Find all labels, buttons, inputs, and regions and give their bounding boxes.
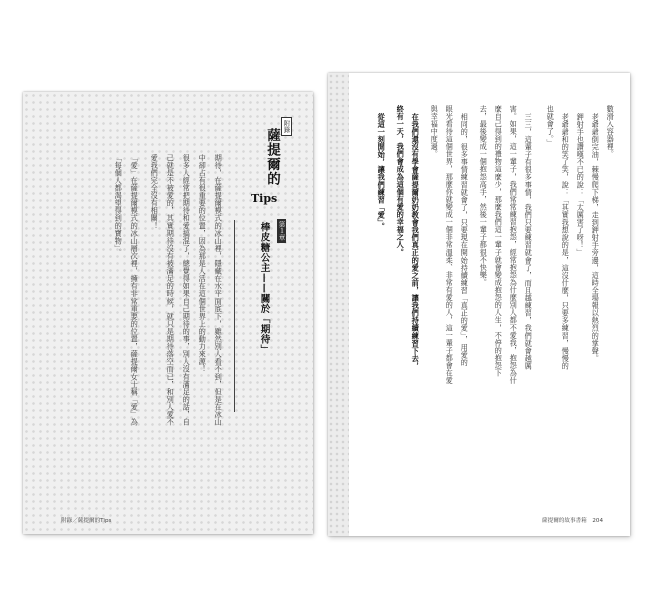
body-column: 老爺爺倒完油，棘慢爬下梯，走到鉀射手旁邊，這時全場報以熱烈的掌聲。 [591, 113, 601, 363]
body-column: 害。如果，這一輩子，我們常常練習抱怨，經常抱怨為什麼別人都不愛我，抱怨為什 [509, 105, 519, 385]
body-column: 眼光看待這個世界，那麼你就變成一個非常溫柔、非常有愛的人，這一輩子都會在愛 [445, 105, 455, 385]
body-column: 也就會了。」 [546, 105, 556, 147]
chapter-number-badge: 第１章 [277, 221, 286, 241]
appendix-title: 薩提爾的 [264, 128, 280, 186]
chapter-divider [234, 220, 235, 412]
left-page [23, 92, 313, 534]
body-column: 己就是不被愛的，其實期待沒有被滿足的時候，就只是期待落空而已，和別人愛不 [166, 154, 176, 426]
body-column: 鉀射手也讚嘆不已的說：「太厲害了呀！」 [576, 113, 586, 257]
body-column-emphasis: 從這一刻開始，讓我們練習「愛」。 [377, 113, 387, 231]
body-column: 相同的，很多事情練習就會了，只要現在開始持續練習「真正的愛」，用愛的 [460, 113, 470, 367]
body-column: 數滑入容器裡。 [606, 105, 616, 158]
body-column-emphasis: 在我們還沒有學會薩提爾奶奶教會我們真正的愛之前，讓我們持續練習下去， [411, 113, 421, 370]
body-column: 三三，這輩子有很多事情，我們只要練習就會了，而且越練習，我們就會越厲 [524, 113, 534, 370]
appendix-title-tips: Tips [251, 192, 278, 205]
page-footer: 附錄／薩提爾的Tips [61, 518, 112, 524]
body-column: 中卻占有很重要的位置，因為那是人活在這個世界上的動力來源！ [198, 154, 208, 373]
chapter-title: 棒皮糖公主——關於「期待」 [258, 222, 270, 355]
body-column: 老爺爺和的笑了笑，說：「其實我想說的是，這沒什麼，只要多練習，慢慢的 [561, 113, 571, 370]
body-column: 很多人經常把期待和愛搞混了，總覺得如果自己期待的事，別人沒有滿足的話，自 [182, 154, 192, 426]
body-column: 麼自己得到的禮物這麼少，那麼我們這一輩子就會變成抱怨的人生，不停的抱怨下 [494, 105, 504, 377]
body-column-emphasis: 終有一天，我們會成為這個有愛的幸福之人。 [396, 105, 406, 256]
body-column: 「愛」在薩提爾模式的冰山層次裡，擁有非常重要的位置，薩提爾女士稱「愛」為 [130, 154, 140, 426]
right-page [328, 73, 630, 536]
body-column: 去，最後變成一個抱怨高手，然後一輩子都很不快樂。 [479, 105, 489, 287]
body-column: 愛我們完全沒有相關！ [150, 154, 160, 230]
body-column: 「每個人都渴望得到的寶物」。 [114, 154, 124, 257]
page-footer: 薩提爾的故事書箱 204 [542, 518, 604, 524]
body-column: 期待，在薩提爾模式的冰山裡，隱藏在水平面底下，雖然別人看不到，但是在冰山 [214, 154, 224, 426]
body-column: 與幸福中度過。 [430, 105, 440, 158]
appendix-badge: 附錄 [281, 117, 292, 136]
page-edge-strip [328, 73, 349, 536]
